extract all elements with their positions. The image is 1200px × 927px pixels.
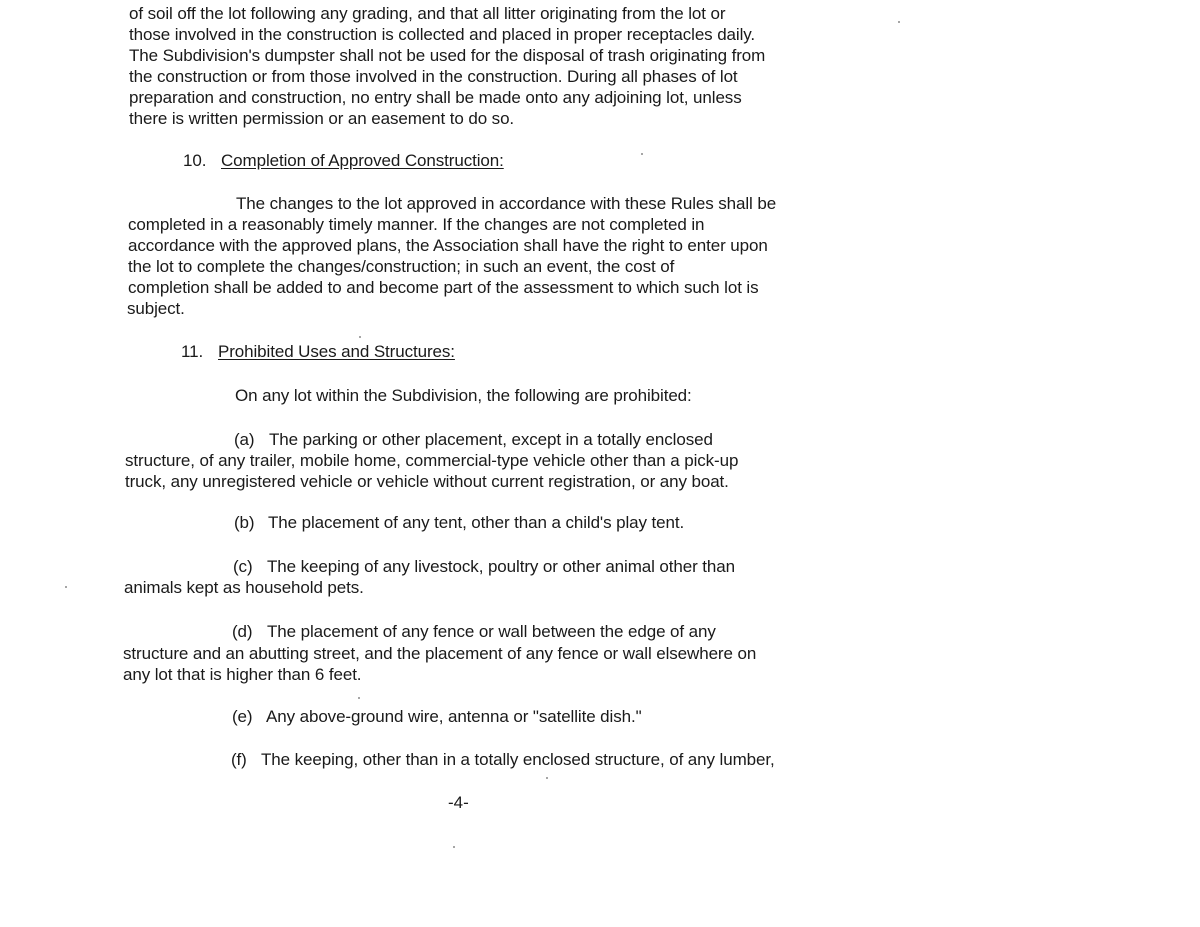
page-number: -4- [448, 793, 469, 812]
item-label: (a) [234, 430, 255, 449]
section-number: 11. [181, 342, 204, 361]
paragraph-line: completion shall be added to and become part of the assessment to which such lot is [128, 278, 759, 297]
paragraph-line: The changes to the lot approved in accordance with these Rules shall be [236, 194, 777, 213]
item-line: The keeping of any livestock, poultry or other animal other than [267, 557, 735, 576]
item-line: The placement of any fence or wall between the edge of any [267, 622, 716, 641]
section-heading: Prohibited Uses and Structures: [218, 342, 455, 361]
item-line: Any above-ground wire, antenna or "satellite dish." [266, 707, 642, 726]
section-heading: Completion of Approved Construction: [221, 151, 504, 170]
scan-speck [453, 846, 455, 848]
item-label: (f) [231, 750, 247, 769]
scan-speck [898, 21, 900, 23]
scan-speck [359, 336, 361, 338]
scan-speck [358, 697, 360, 699]
paragraph-line: of soil off the lot following any grading, and that all litter originating from the lot or [129, 4, 726, 23]
scan-speck [65, 586, 67, 588]
item-label: (e) [232, 707, 253, 726]
paragraph-line: subject. [127, 299, 185, 318]
paragraph-line: the construction or from those involved in the construction. During all phases of lot [129, 67, 738, 86]
item-label: (b) [234, 513, 255, 532]
item-line: The keeping, other than in a totally enclosed structure, of any lumber, [261, 750, 775, 769]
item-label: (c) [233, 557, 253, 576]
paragraph-line: those involved in the construction is collected and placed in proper receptacles daily. [129, 25, 756, 44]
section-number: 10. [183, 151, 207, 170]
scan-speck [546, 777, 548, 779]
item-line: The parking or other placement, except in a totally enclosed [269, 430, 713, 449]
item-line: structure, of any trailer, mobile home, commercial-type vehicle other than a pick-up [125, 451, 739, 470]
paragraph-line: the lot to complete the changes/construction; in such an event, the cost of [128, 257, 675, 276]
paragraph-line: preparation and construction, no entry shall be made onto any adjoining lot, unless [129, 88, 742, 107]
item-line: structure and an abutting street, and the placement of any fence or wall elsewhere on [123, 644, 757, 663]
item-line: The placement of any tent, other than a child's play tent. [268, 513, 685, 532]
item-line: animals kept as household pets. [124, 578, 364, 597]
paragraph-line: accordance with the approved plans, the Association shall have the right to enter upon [128, 236, 768, 255]
item-line: any lot that is higher than 6 feet. [123, 665, 362, 684]
paragraph-line: The Subdivision's dumpster shall not be used for the disposal of trash originating from [129, 46, 766, 65]
section-intro: On any lot within the Subdivision, the following are prohibited: [235, 386, 692, 405]
paragraph-line: completed in a reasonably timely manner. If the changes are not completed in [128, 215, 705, 234]
item-label: (d) [232, 622, 253, 641]
paragraph-line: there is written permission or an easement to do so. [129, 109, 515, 128]
item-line: truck, any unregistered vehicle or vehicle without current registration, or any boat. [125, 472, 729, 491]
scan-speck [641, 153, 643, 155]
